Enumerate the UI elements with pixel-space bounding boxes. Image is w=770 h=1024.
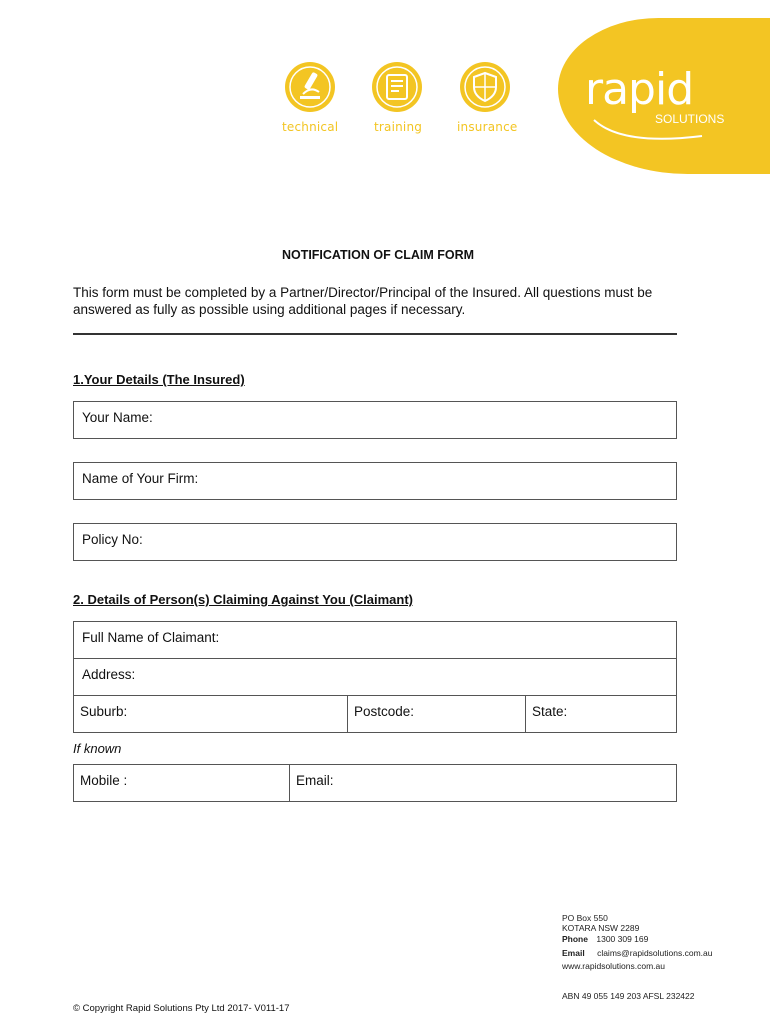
firm-name-label: Name of Your Firm: [82,471,199,486]
mobile-label: Mobile : [80,773,128,788]
insurance-icon [458,60,512,114]
contact-row [73,764,677,802]
mobile-field[interactable] [74,765,290,801]
your-name-field[interactable] [73,401,677,439]
brand-sub: SOLUTIONS [655,112,725,126]
section-1-heading: 1.Your Details (The Insured) [73,372,245,387]
suburb-row [73,695,677,733]
postcode-field[interactable] [348,696,526,732]
phone-number: 1300 309 169 [596,934,649,944]
phone-line [562,934,648,944]
divider [73,333,677,335]
policy-no-label: Policy No: [82,532,143,547]
suburb-field[interactable] [74,696,348,732]
suburb-label: Suburb: [80,704,128,719]
state-field[interactable] [526,696,676,732]
postcode-label: Postcode: [354,704,415,719]
your-name-label: Your Name: [82,410,153,425]
insurance-label: insurance [457,120,518,134]
abn: ABN 49 055 149 203 AFSL 232422 [562,991,695,1001]
po-box: PO Box 550 [562,913,608,923]
firm-name-field[interactable] [73,462,677,500]
brand-name: rapid [585,64,694,115]
website[interactable]: www.rapidsolutions.com.au [562,961,665,971]
city: KOTARA NSW 2289 [562,923,640,933]
logo-swoosh-icon [592,116,712,146]
form-intro: This form must be completed by a Partner/Director/Principal of the Insured. All questions must be answered as fully as possible using additional pages if necessary. [73,285,653,317]
technical-label: technical [282,120,339,134]
training-label: training [374,120,423,134]
email-field[interactable] [290,765,676,801]
form-title: NOTIFICATION OF CLAIM FORM [281,248,475,262]
claimant-name-label: Full Name of Claimant: [82,630,220,645]
policy-no-field[interactable] [73,523,677,561]
address-field[interactable] [73,658,677,696]
email-line [562,948,712,958]
claimant-name-field[interactable] [73,621,677,659]
phone-label: Phone [562,934,588,944]
if-known-note: If known [73,741,122,756]
state-label: State: [532,704,568,719]
training-icon [370,60,424,114]
copyright: © Copyright Rapid Solutions Pty Ltd 2017- V011-17 [73,1003,290,1014]
contact-email[interactable]: claims@rapidsolutions.com.au [597,948,713,958]
address-label: Address: [82,667,136,682]
section-2-heading: 2. Details of Person(s) Claiming Against You (Claimant) [73,592,413,607]
technical-icon [283,60,337,114]
email-label: Email: [296,773,334,788]
contact-email-label: Email [562,948,585,958]
